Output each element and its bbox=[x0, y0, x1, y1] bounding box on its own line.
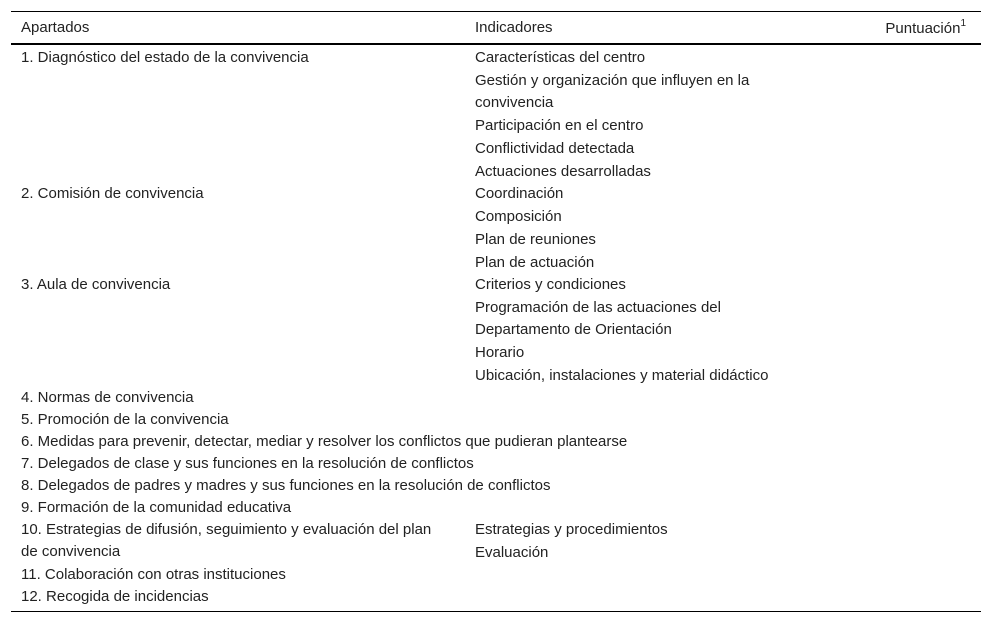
puntuacion-cell bbox=[825, 387, 981, 409]
table-row bbox=[11, 519, 981, 564]
apartado-cell: 11. Colaboración con otras instituciones bbox=[21, 566, 286, 583]
apartado-cell: 6. Medidas para prevenir, detectar, mediar y resolver los conflictos que pudieran plantearse bbox=[21, 433, 628, 450]
puntuacion-cell bbox=[825, 475, 981, 497]
puntuacion-cell bbox=[825, 497, 981, 519]
table-body bbox=[11, 44, 981, 612]
indicador-item: Programación de las actuaciones del Departamento de Orientación bbox=[475, 299, 721, 338]
table-row bbox=[11, 453, 981, 475]
puntuacion-cell bbox=[825, 586, 981, 612]
table-header bbox=[11, 12, 981, 45]
indicador-item: Participación en el centro bbox=[475, 117, 644, 134]
table-row bbox=[11, 274, 981, 387]
header-indicadores: Indicadores bbox=[465, 12, 825, 45]
apartado-cell: 7. Delegados de clase y sus funciones en la resolución de conflictos bbox=[21, 455, 474, 472]
puntuacion-cell bbox=[825, 274, 981, 387]
table-row bbox=[11, 586, 981, 612]
apartado-cell: 2. Comisión de convivencia bbox=[21, 185, 204, 202]
puntuacion-cell bbox=[825, 409, 981, 431]
apartado-cell: 9. Formación de la comunidad educativa bbox=[21, 499, 292, 516]
indicador-item: Estrategias y procedimientos bbox=[475, 521, 668, 538]
apartado-cell: 4. Normas de convivencia bbox=[21, 389, 194, 406]
table-row bbox=[11, 497, 981, 519]
indicador-item: Plan de reuniones bbox=[475, 231, 596, 248]
table-row bbox=[11, 431, 981, 453]
table-row bbox=[11, 409, 981, 431]
indicador-item: Evaluación bbox=[475, 544, 549, 561]
indicador-item: Actuaciones desarrolladas bbox=[475, 163, 651, 180]
puntuacion-cell bbox=[825, 183, 981, 274]
indicador-item: Plan de actuación bbox=[475, 254, 595, 271]
plan-convivencia-table bbox=[11, 11, 981, 612]
header-puntuacion: Puntuación$^1$ bbox=[825, 12, 981, 45]
table-row bbox=[11, 44, 981, 183]
footnote-marker: 1 bbox=[960, 17, 966, 29]
table-row bbox=[11, 564, 981, 586]
indicador-item: Coordinación bbox=[475, 185, 564, 202]
indicador-item: Características del centro bbox=[475, 49, 646, 66]
indicadores-cell bbox=[465, 519, 825, 564]
apartado-cell: 10. Estrategias de difusión, seguimiento y evaluación del plan de convivencia bbox=[21, 521, 432, 560]
indicador-item: Conflictividad detectada bbox=[475, 140, 635, 157]
indicadores-cell bbox=[465, 44, 825, 183]
puntuacion-cell bbox=[825, 453, 981, 475]
puntuacion-cell bbox=[825, 519, 981, 564]
indicadores-cell bbox=[465, 183, 825, 274]
indicador-item: Gestión y organización que influyen en la convivencia bbox=[475, 72, 750, 111]
table-row bbox=[11, 475, 981, 497]
puntuacion-cell bbox=[825, 44, 981, 183]
indicador-item: Criterios y condiciones bbox=[475, 276, 626, 293]
puntuacion-cell bbox=[825, 564, 981, 586]
apartado-cell: 5. Promoción de la convivencia bbox=[21, 411, 229, 428]
apartado-cell: 1. Diagnóstico del estado de la convivencia bbox=[21, 49, 309, 66]
indicador-item: Ubicación, instalaciones y material didáctico bbox=[475, 367, 769, 384]
apartado-cell: 3. Aula de convivencia bbox=[21, 276, 171, 293]
table-row bbox=[11, 387, 981, 409]
puntuacion-cell bbox=[825, 431, 981, 453]
indicadores-cell bbox=[465, 274, 825, 387]
header-apartados: Apartados bbox=[11, 12, 465, 45]
apartado-cell: 8. Delegados de padres y madres y sus funciones en la resolución de conflictos bbox=[21, 477, 551, 494]
indicador-item: Composición bbox=[475, 208, 562, 225]
table-row bbox=[11, 183, 981, 274]
indicador-item: Horario bbox=[475, 344, 525, 361]
header-row bbox=[11, 12, 981, 45]
apartado-cell: 12. Recogida de incidencias bbox=[21, 588, 209, 605]
